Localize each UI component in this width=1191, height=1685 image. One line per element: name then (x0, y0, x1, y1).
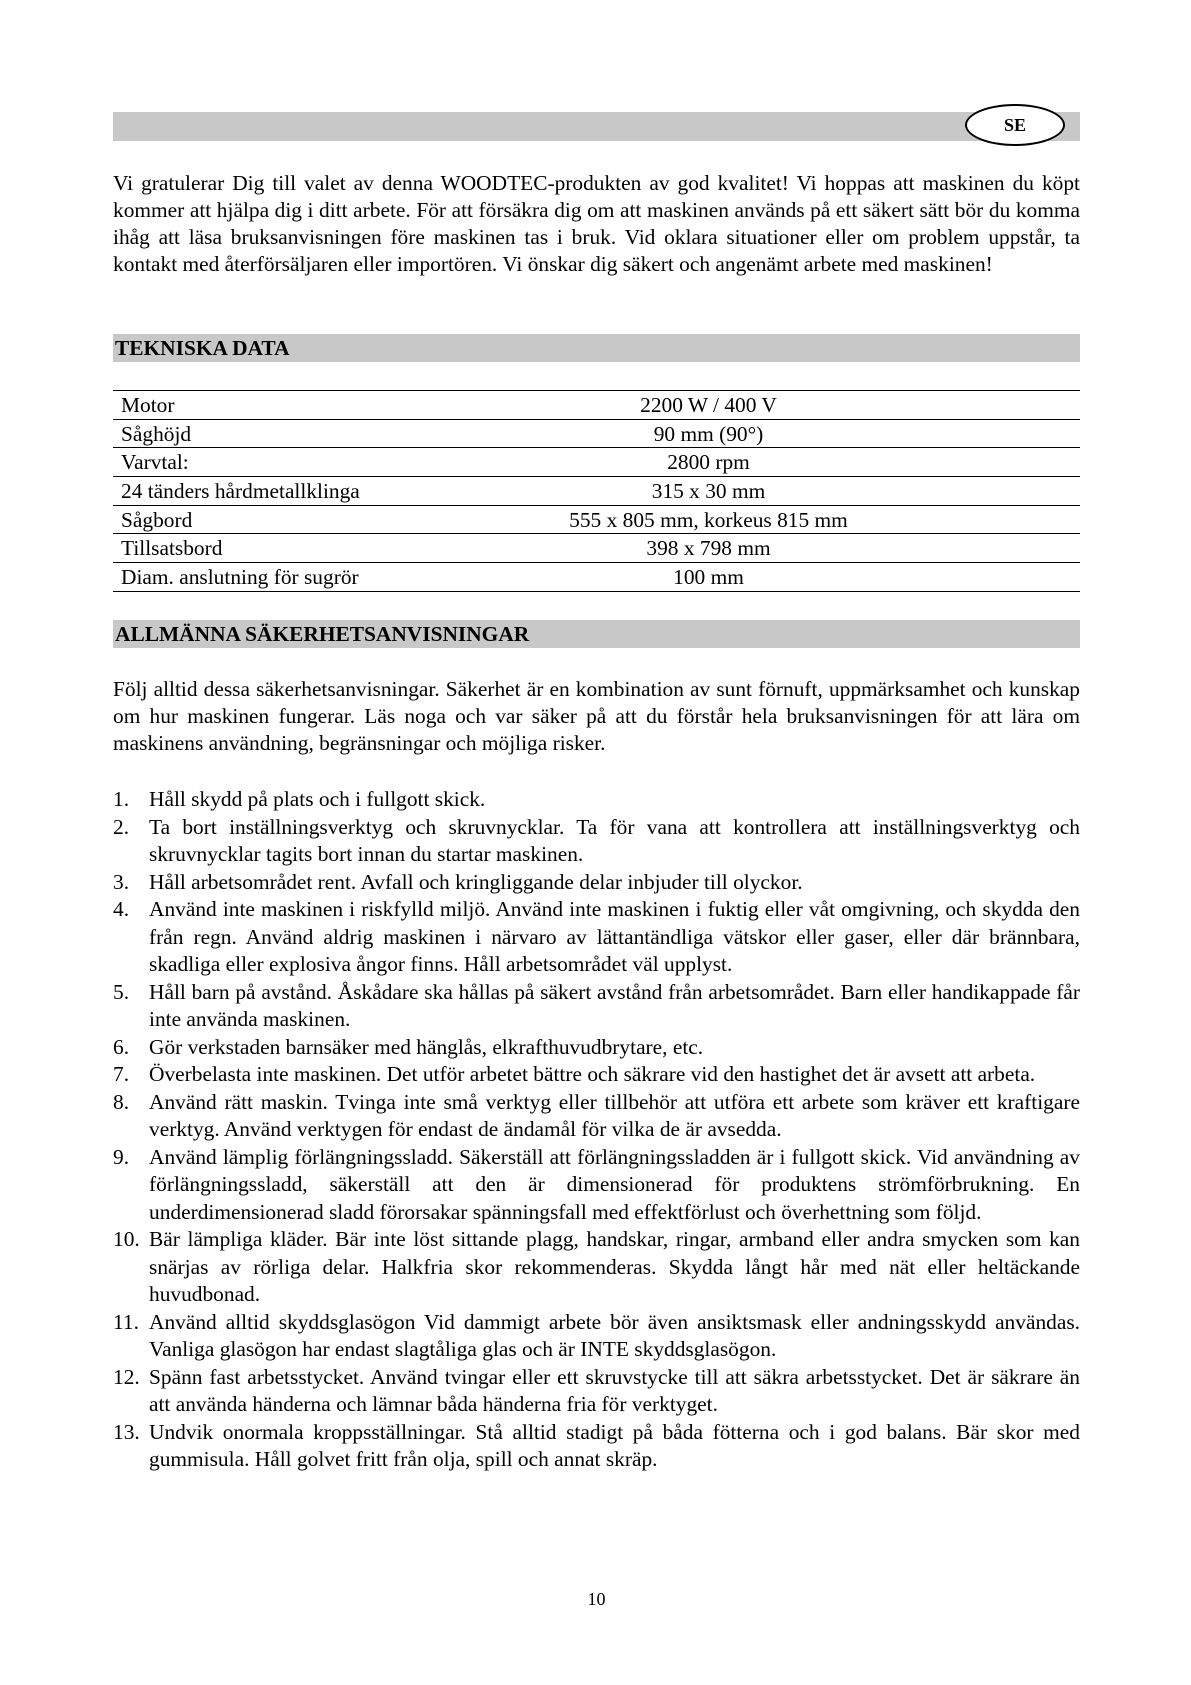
list-number: 11. (113, 1309, 139, 1334)
list-number: 2. (113, 814, 130, 839)
safety-heading: ALLMÄNNA SÄKERHETSANVISNINGAR (113, 620, 1080, 648)
list-number: 3. (113, 869, 130, 894)
list-text: Håll barn på avstånd. Åskådare ska hållas på säkert avstånd från arbetsområdet. Barn eller handikappade får inte använda maskinen. (149, 979, 1080, 1031)
spec-label: Diam. anslutning för sugrör (113, 563, 489, 592)
list-text: Gör verkstaden barnsäker med hänglås, elkrafthuvudbrytare, etc. (149, 1034, 704, 1059)
list-item (113, 1089, 1080, 1144)
list-item (113, 1226, 1080, 1309)
spec-label: Såghöjd (113, 419, 489, 448)
list-item (113, 979, 1080, 1034)
list-text: Använd inte maskinen i riskfylld miljö. Använd inte maskinen i fuktig eller våt omgivning, och skydda den från regn. Använd aldrig maskinen i närvaro av lättantändliga vätskor eller gaser, eller där brännbara, skadliga eller explosiva ångor finns. Håll arbetsområdet väl upplyst. (149, 897, 1080, 976)
spec-label: Tillsatsbord (113, 534, 489, 563)
table-row (113, 419, 1080, 448)
spec-value: 398 x 798 mm (489, 534, 1080, 563)
list-number: 5. (113, 979, 130, 1004)
language-badge: SE (965, 104, 1065, 146)
list-number: 12. (113, 1364, 140, 1389)
list-item (113, 814, 1080, 869)
list-item (113, 1034, 1080, 1062)
list-item (113, 786, 1080, 814)
list-item (113, 1419, 1080, 1474)
list-text: Ta bort inställningsverktyg och skruvnycklar. Ta för vana att kontrollera att inställningsverktyg och skruvnycklar tagits bort innan du startar maskinen. (149, 814, 1080, 866)
page-number: 10 (587, 1589, 606, 1609)
tech-data-table (113, 390, 1080, 592)
list-item (113, 1061, 1080, 1089)
list-item (113, 1364, 1080, 1419)
safety-intro-paragraph: Följ alltid dessa säkerhetsanvisningar. Säkerhet är en kombination av sunt förnuft, uppmärksamhet och kunskap om hur maskinen fungerar. Läs noga och var säker på att du förstår hela bruksanvisningen för att lära om maskinens användning, begränsningar och möjliga risker. (113, 677, 1080, 755)
list-item (113, 869, 1080, 897)
list-number: 4. (113, 897, 130, 921)
table-row (113, 563, 1080, 592)
tech-data-heading: TEKNISKA DATA (113, 334, 1080, 362)
list-text: Överbelasta inte maskinen. Det utför arbetet bättre och säkrare vid den hastighet det är avsett att arbeta. (149, 1062, 1036, 1086)
list-item (113, 1144, 1080, 1227)
table-row (113, 534, 1080, 563)
list-item (113, 896, 1080, 979)
table-row (113, 448, 1080, 477)
spec-value: 2200 W / 400 V (489, 391, 1080, 420)
list-text: Använd rätt maskin. Tvinga inte små verktyg eller tillbehör att utföra ett arbete som kräver ett kraftigare verktyg. Använd verktygen för endast de ändamål för vilka de är avsedda. (149, 1089, 1080, 1141)
list-number: 8. (113, 1089, 130, 1114)
header-bar (113, 112, 1080, 141)
intro-paragraph: Vi gratulerar Dig till valet av denna WOODTEC-produkten av god kvalitet! Vi hoppas att maskinen du köpt kommer att hjälpa dig i ditt arbete. För att försäkra dig om att maskinen används på ett säkert sätt bör du komma ihåg att läsa bruksanvisningen före maskinen tas i bruk. Vid oklara situationer eller om problem uppstår, ta kontakt med återförsäljaren eller importören. Vi önskar dig säkert och angenämt arbete med maskinen! (113, 171, 1080, 276)
list-text: Spänn fast arbetsstycket. Använd tvingar eller ett skruvstycke till att säkra arbetsstycket. Det är säkrare än att använda händerna och lämnar båda händerna fria för verktyget. (149, 1364, 1080, 1416)
list-text: Bär lämpliga kläder. Bär inte löst sittande plagg, handskar, ringar, armband eller andra smycken som kan snärjas av rörliga delar. Halkfria skor rekommenderas. Skydda långt hår med nät eller heltäckande huvudbonad. (149, 1227, 1080, 1306)
spec-value: 315 x 30 mm (489, 477, 1080, 506)
list-number: 9. (113, 1144, 130, 1169)
spec-label: Sågbord (113, 505, 489, 534)
list-text: Använd alltid skyddsglasögon Vid dammigt arbete bör även ansiktsmask eller andningsskydd användas. Vanliga glasögon har endast slagtåliga glas och är INTE skyddsglasögon. (149, 1309, 1080, 1361)
spec-value: 100 mm (489, 563, 1080, 592)
spec-label: 24 tänders hårdmetallklinga (113, 477, 489, 506)
spec-label: Motor (113, 391, 489, 420)
list-text: Använd lämplig förlängningssladd. Säkerställ att förlängningssladden är i fullgott skick. Vid användning av förlängningssladd, säkerställ att den är dimensionerad för produktens strömförbrukning. En underdimensionerad sladd förorsakar spänningsfall med effektförlust och överhettning som följd. (149, 1144, 1080, 1224)
list-text: Håll skydd på plats och i fullgott skick. (149, 787, 486, 811)
safety-rules-list (113, 786, 1080, 1474)
list-item (113, 1309, 1080, 1364)
spec-value: 555 x 805 mm, korkeus 815 mm (489, 505, 1080, 534)
list-number: 6. (113, 1034, 130, 1059)
spec-value: 90 mm (90°) (489, 419, 1080, 448)
table-row (113, 505, 1080, 534)
list-number: 10. (113, 1227, 140, 1251)
list-number: 7. (113, 1062, 130, 1086)
list-text: Håll arbetsområdet rent. Avfall och kringliggande delar inbjuder till olyckor. (149, 869, 803, 894)
spec-value: 2800 rpm (489, 448, 1080, 477)
list-number: 13. (113, 1419, 140, 1444)
spec-label: Varvtal: (113, 448, 489, 477)
list-number: 1. (113, 787, 130, 811)
table-row (113, 477, 1080, 506)
table-row (113, 391, 1080, 420)
list-text: Undvik onormala kroppsställningar. Stå alltid stadigt på båda fötterna och i god balans. Bär skor med gummisula. Håll golvet fritt från olja, spill och annat skräp. (149, 1419, 1080, 1471)
